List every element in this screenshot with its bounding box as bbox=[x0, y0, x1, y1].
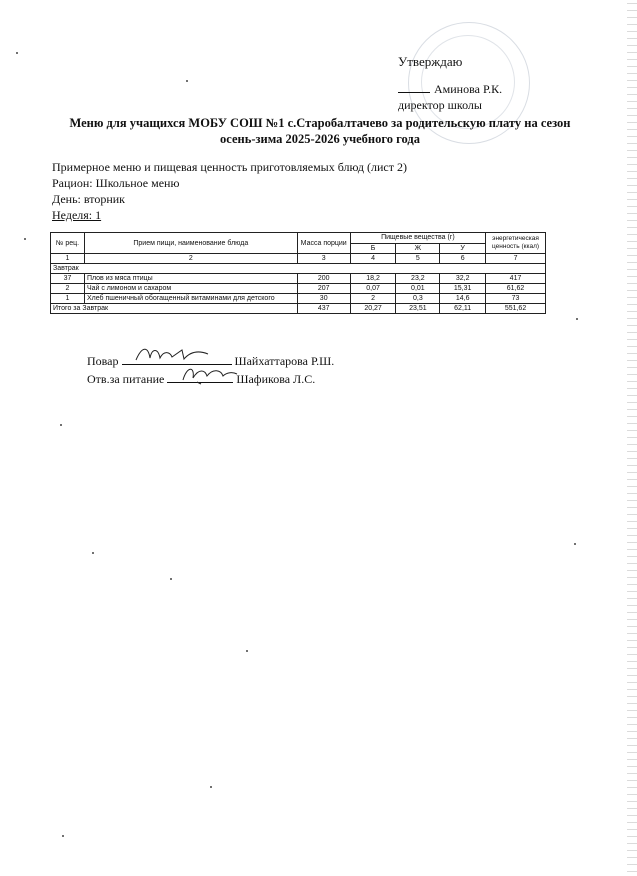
sheet-description: Примерное меню и пищевая ценность приготовляемых блюд (лист 2) bbox=[52, 160, 407, 174]
scan-speck bbox=[16, 52, 18, 54]
fat-cell: 0,3 bbox=[396, 294, 440, 304]
header-b: Б bbox=[350, 243, 396, 254]
week-label: Неделя: 1 bbox=[52, 208, 102, 222]
carbs-cell: 14,6 bbox=[440, 294, 486, 304]
mass-cell: 200 bbox=[297, 274, 350, 284]
col-number: 1 bbox=[51, 254, 85, 264]
scan-speck bbox=[574, 543, 576, 545]
signer-position: директор школы bbox=[398, 98, 482, 112]
dish-name-cell: Плов из мяса птицы bbox=[84, 274, 297, 284]
day-label: День: вторник bbox=[52, 192, 126, 206]
dish-name-cell: Хлеб пшеничный обогащенный витаминами для детского bbox=[84, 294, 297, 304]
column-numbers-row bbox=[51, 254, 546, 264]
total-label: Итого за Завтрак bbox=[51, 304, 298, 314]
total-fat: 23,51 bbox=[396, 304, 440, 314]
scan-speck bbox=[60, 424, 62, 426]
nutrition-signature bbox=[87, 372, 315, 387]
header-u: У bbox=[440, 243, 486, 254]
header-energy: энергетическая ценность (ккал) bbox=[486, 233, 546, 254]
approval-label: Утверждаю bbox=[398, 54, 463, 69]
header-recipe-no: № рец. bbox=[51, 233, 85, 254]
scan-edge-artifact bbox=[627, 0, 637, 876]
document-title bbox=[40, 115, 600, 147]
nutrition-signature-line bbox=[167, 372, 233, 383]
scan-speck bbox=[186, 80, 188, 82]
header-nutrients: Пищевые вещества (г) bbox=[350, 233, 485, 244]
fat-cell: 23,2 bbox=[396, 274, 440, 284]
recipe-cell: 2 bbox=[51, 284, 85, 294]
kcal-cell: 73 bbox=[486, 294, 546, 304]
total-protein: 20,27 bbox=[350, 304, 396, 314]
recipe-cell: 1 bbox=[51, 294, 85, 304]
handwritten-signature bbox=[177, 362, 241, 386]
signer-name: Аминова Р.К. bbox=[434, 82, 503, 96]
kcal-cell: 417 bbox=[486, 274, 546, 284]
scan-speck bbox=[92, 552, 94, 554]
protein-cell: 0,07 bbox=[350, 284, 396, 294]
cook-label: Повар bbox=[87, 354, 119, 368]
total-row bbox=[51, 304, 546, 314]
protein-cell: 2 bbox=[350, 294, 396, 304]
approval-signature-line bbox=[398, 82, 502, 97]
scan-speck bbox=[170, 578, 172, 580]
ration-label: Рацион: Школьное меню bbox=[52, 176, 180, 190]
scan-speck bbox=[210, 786, 212, 788]
recipe-cell: 37 bbox=[51, 274, 85, 284]
nutrition-name: Шафикова Л.С. bbox=[236, 372, 316, 386]
nutrition-label: Отв.за питание bbox=[87, 372, 165, 386]
signature-underline bbox=[398, 92, 430, 93]
header-portion: Масса порции bbox=[297, 233, 350, 254]
col-number: 7 bbox=[486, 254, 546, 264]
col-number: 4 bbox=[350, 254, 396, 264]
total-mass: 437 bbox=[297, 304, 350, 314]
scan-speck bbox=[246, 650, 248, 652]
fat-cell: 0,01 bbox=[396, 284, 440, 294]
total-carbs: 62,11 bbox=[440, 304, 486, 314]
header-zh: Ж bbox=[396, 243, 440, 254]
col-number: 5 bbox=[396, 254, 440, 264]
protein-cell: 18,2 bbox=[350, 274, 396, 284]
title-line-2: осень-зима 2025-2026 учебного года bbox=[220, 132, 420, 146]
col-number: 6 bbox=[440, 254, 486, 264]
dish-name-cell: Чай с лимоном и сахаром bbox=[84, 284, 297, 294]
cook-name: Шайхаттарова Р.Ш. bbox=[234, 354, 335, 368]
table-row bbox=[51, 294, 546, 304]
mass-cell: 207 bbox=[297, 284, 350, 294]
menu-table bbox=[50, 232, 546, 314]
carbs-cell: 15,31 bbox=[440, 284, 486, 294]
carbs-cell: 32,2 bbox=[440, 274, 486, 284]
table-row bbox=[51, 284, 546, 294]
col-number: 3 bbox=[297, 254, 350, 264]
section-label: Завтрак bbox=[51, 264, 546, 274]
scan-speck bbox=[24, 238, 26, 240]
kcal-cell: 61,62 bbox=[486, 284, 546, 294]
scan-speck bbox=[576, 318, 578, 320]
col-number: 2 bbox=[84, 254, 297, 264]
header-meal-name: Прием пищи, наименование блюда bbox=[84, 233, 297, 254]
title-line-1: Меню для учащихся МОБУ СОШ №1 с.Старобалтачево за родительскую плату на сезон bbox=[69, 116, 571, 130]
total-kcal: 551,62 bbox=[486, 304, 546, 314]
section-row bbox=[51, 264, 546, 274]
table-row bbox=[51, 274, 546, 284]
scan-speck bbox=[62, 835, 64, 837]
mass-cell: 30 bbox=[297, 294, 350, 304]
